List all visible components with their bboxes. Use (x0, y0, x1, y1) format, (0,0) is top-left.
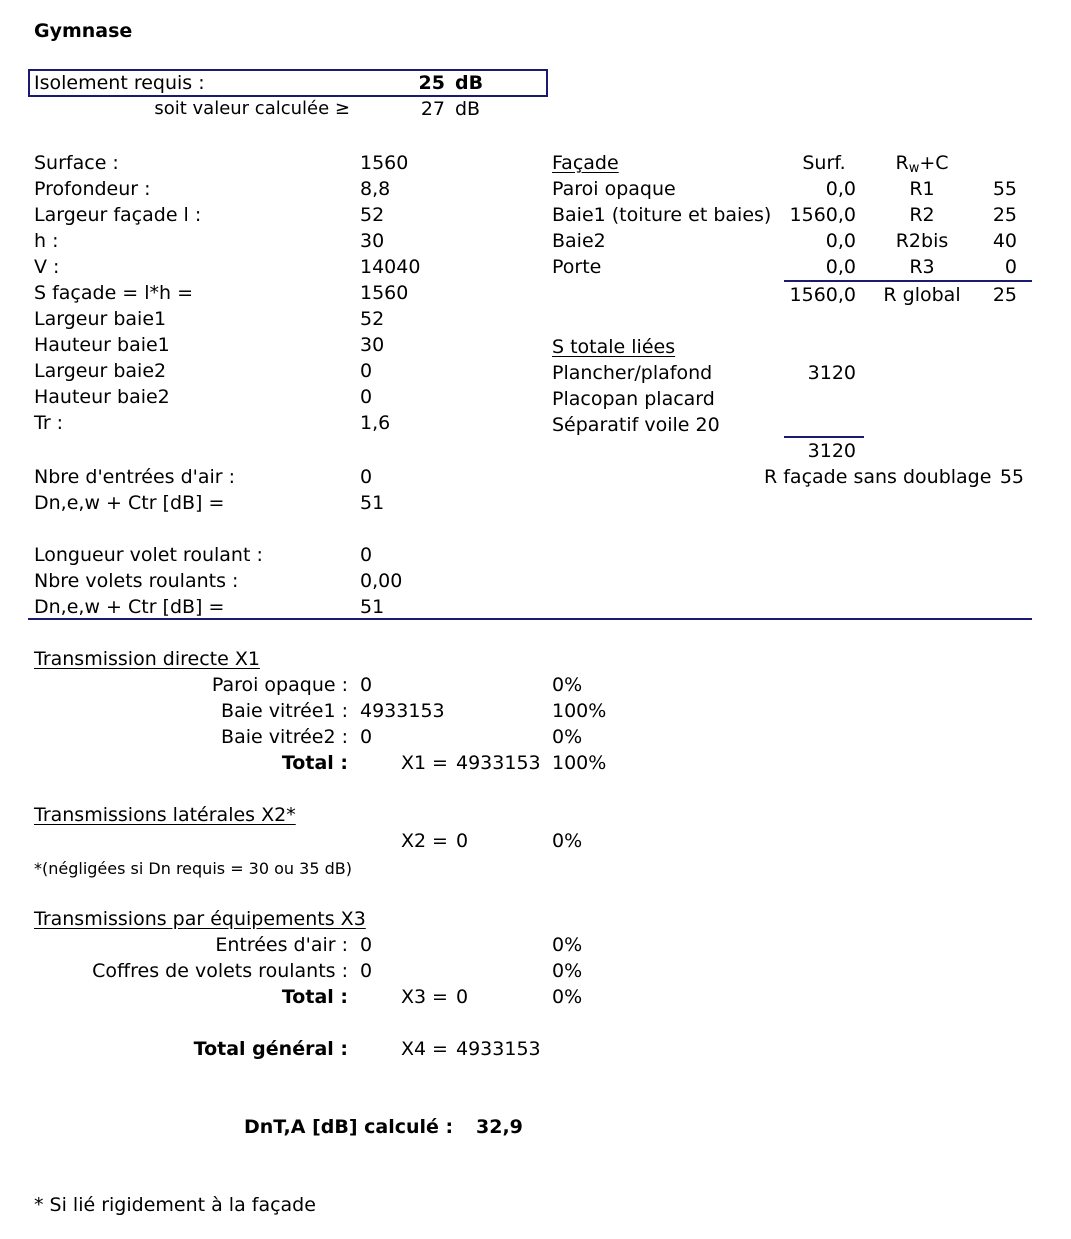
s-totale-row-value: 3120 (807, 362, 856, 384)
facade-total-rval: 25 (992, 284, 1017, 306)
param-value: 0 (360, 386, 373, 408)
rw-header-tail: +C (919, 152, 949, 174)
x1-row-value: 0 (360, 674, 373, 696)
x2-header: Transmissions latérales X2* (34, 804, 296, 826)
x1-row-value: 0 (360, 726, 373, 748)
facade-row-rname: R2 (909, 204, 935, 226)
param-label: Hauteur baie2 (34, 386, 170, 408)
facade-row-rval: 0 (1004, 256, 1017, 278)
x1-eq-value: 4933153 (456, 752, 541, 774)
param-label: Tr : (34, 412, 64, 434)
x4-eq-name: X4 (401, 1038, 427, 1060)
x1-eq-pct: 100% (552, 752, 607, 774)
requirement-label: Isolement requis : (34, 72, 205, 94)
x1-eq-name: X1 (401, 752, 427, 774)
volet-label: Dn,e,w + Ctr [dB] = (34, 596, 225, 618)
param-value: 1560 (360, 152, 409, 174)
param-value: 0 (360, 360, 373, 382)
x1-row-label: Paroi opaque : (211, 674, 348, 696)
footnote: * Si lié rigidement à la façade (34, 1194, 316, 1216)
calc-value: 27 (420, 98, 445, 120)
param-value: 8,8 (360, 178, 391, 200)
facade-row-rname: R2bis (895, 230, 949, 252)
section-separator (28, 618, 1032, 620)
x1-row-pct: 0% (552, 674, 583, 696)
surf-header: Surf. (802, 152, 846, 174)
x3-eq-value: 0 (456, 986, 469, 1008)
facade-row-label: Porte (552, 256, 602, 278)
s-totale-row-label: Placopan placard (552, 388, 715, 410)
facade-row-rval: 55 (992, 178, 1017, 200)
rw-header-sub: w (908, 161, 920, 176)
facade-row-rval: 25 (992, 204, 1017, 226)
x3-eq-pct: 0% (552, 986, 583, 1008)
rw-header-main: R (895, 152, 909, 174)
air-value: 0 (360, 466, 373, 488)
s-totale-row-label: Plancher/plafond (552, 362, 713, 384)
param-label: Largeur façade l : (34, 204, 202, 226)
x1-row-value: 4933153 (360, 700, 445, 722)
x3-header: Transmissions par équipements X3 (34, 908, 366, 930)
x1-header: Transmission directe X1 (34, 648, 260, 670)
param-value: 52 (360, 204, 385, 226)
x1-row-pct: 0% (552, 726, 583, 748)
param-label: Largeur baie1 (34, 308, 167, 330)
result-value: 32,9 (476, 1116, 523, 1138)
x1-total-label: Total : (281, 752, 348, 774)
param-value: 30 (360, 230, 385, 252)
param-value: 1,6 (360, 412, 391, 434)
volet-value: 0 (360, 544, 373, 566)
air-value: 51 (360, 492, 385, 514)
x2-note: *(négligées si Dn requis = 30 ou 35 dB) (34, 859, 352, 878)
s-totale-row-label: Séparatif voile 20 (552, 414, 720, 436)
volet-value: 0,00 (360, 570, 403, 592)
param-label: Surface : (34, 152, 119, 174)
x2-eq-value: 0 (456, 830, 469, 852)
x1-row-pct: 100% (552, 700, 607, 722)
calc-unit: dB (455, 98, 481, 120)
x3-total-label: Total : (281, 986, 348, 1008)
result-label: DnT,A [dB] calculé : (244, 1116, 454, 1138)
param-value: 52 (360, 308, 385, 330)
x2-eq-name: X2 (401, 830, 427, 852)
page-title: Gymnase (34, 20, 133, 42)
requirement-value: 25 (418, 72, 445, 94)
x3-row-value: 0 (360, 960, 373, 982)
air-label: Nbre d'entrées d'air : (34, 466, 236, 488)
x4-label: Total général : (193, 1038, 348, 1060)
facade-row-rname: R1 (909, 178, 935, 200)
param-label: V : (34, 256, 60, 278)
facade-row-rname: R3 (909, 256, 935, 278)
param-label: Hauteur baie1 (34, 334, 170, 356)
x3-row-label: Entrées d'air : (215, 934, 348, 956)
x2-eq-pct: 0% (552, 830, 583, 852)
r-sans-value: 55 (999, 466, 1024, 488)
param-value: 30 (360, 334, 385, 356)
x3-eq-name: X3 (401, 986, 427, 1008)
facade-row-rval: 40 (992, 230, 1017, 252)
param-label: h : (34, 230, 59, 252)
s-totale-total: 3120 (807, 440, 856, 462)
volet-label: Nbre volets roulants : (34, 570, 239, 592)
param-value: 14040 (360, 256, 421, 278)
x1-eq-sign: = (432, 752, 448, 774)
param-value: 1560 (360, 282, 409, 304)
rw-header (882, 150, 962, 176)
facade-row-label: Baie1 (toiture et baies) (552, 204, 772, 226)
x2-eq-sign: = (432, 830, 448, 852)
facade-row-surf: 1560,0 (789, 204, 856, 226)
x3-row-value: 0 (360, 934, 373, 956)
x3-row-pct: 0% (552, 960, 583, 982)
calc-label: soit valeur calculée ≥ (154, 98, 350, 119)
x4-eq-sign: = (432, 1038, 448, 1060)
x1-row-label: Baie vitrée2 : (221, 726, 348, 748)
facade-row-label: Baie2 (552, 230, 606, 252)
param-label: S façade = l*h = (34, 282, 194, 304)
facade-row-surf: 0,0 (825, 178, 856, 200)
facade-row-surf: 0,0 (825, 256, 856, 278)
air-label: Dn,e,w + Ctr [dB] = (34, 492, 225, 514)
requirement-unit: dB (455, 72, 484, 94)
x3-eq-sign: = (432, 986, 448, 1008)
param-label: Largeur baie2 (34, 360, 167, 382)
facade-row-label: Paroi opaque (552, 178, 676, 200)
volet-label: Longueur volet roulant : (34, 544, 263, 566)
facade-total-rname: R global (883, 284, 961, 306)
volet-value: 51 (360, 596, 385, 618)
facade-header: Façade (552, 152, 619, 174)
facade-total-surf: 1560,0 (789, 284, 856, 306)
x3-row-pct: 0% (552, 934, 583, 956)
facade-row-surf: 0,0 (825, 230, 856, 252)
x3-row-label: Coffres de volets roulants : (92, 960, 348, 982)
param-label: Profondeur : (34, 178, 151, 200)
s-totale-header: S totale liées (552, 336, 676, 358)
r-sans-label: R façade sans doublage (764, 466, 992, 488)
x1-row-label: Baie vitrée1 : (221, 700, 348, 722)
x4-eq-value: 4933153 (456, 1038, 541, 1060)
